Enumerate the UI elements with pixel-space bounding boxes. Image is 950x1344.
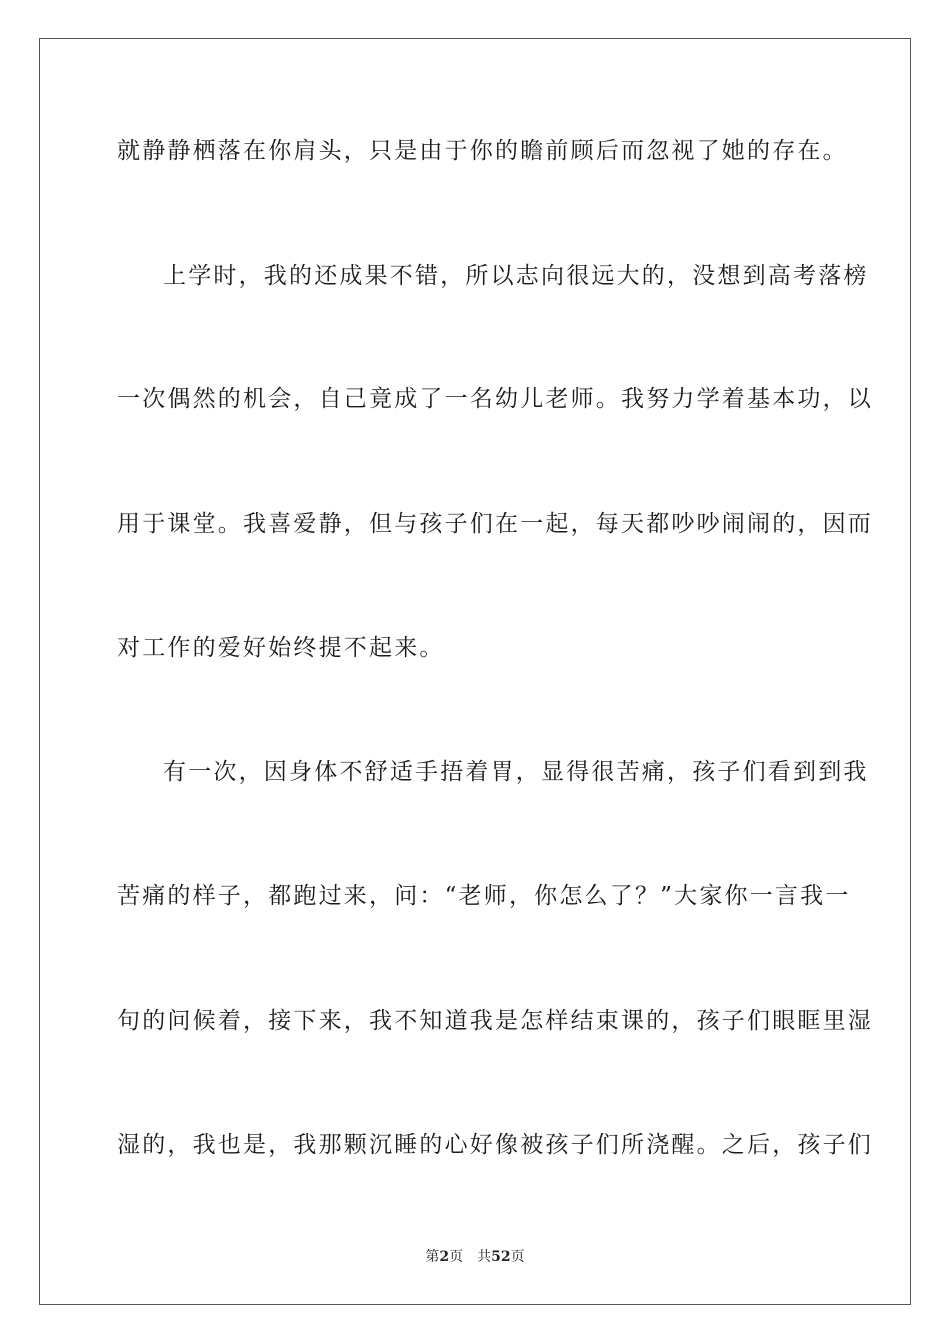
body-text-line: 句的问候着，接下来，我不知道我是怎样结束课的，孩子们眼眶里湿	[117, 1008, 873, 1034]
total-pages: 52	[491, 1249, 511, 1265]
body-text-line: 苦痛的样子，都跑过来，问：“老师，你怎么了？”大家你一言我一	[117, 883, 851, 909]
body-text-line: 对工作的爱好始终提不起来。	[117, 635, 445, 661]
page-footer	[0, 1248, 950, 1266]
page-number-label	[425, 1249, 463, 1265]
total-pages-label	[477, 1249, 524, 1265]
page-border	[39, 38, 911, 1305]
body-text-line: 湿的，我也是，我那颗沉睡的心好像被孩子们所浇醒。之后，孩子们	[117, 1132, 873, 1158]
body-text-line: 一次偶然的机会，自己竟成了一名幼儿老师。我努力学着基本功，以	[117, 386, 873, 412]
body-text-line: 上学时，我的还成果不错，所以志向很远大的，没想到高考落榜	[163, 263, 869, 289]
page-suffix: 页	[449, 1249, 464, 1265]
body-text-line: 有一次，因身体不舒适手捂着胃，显得很苦痛，孩子们看到到我	[163, 759, 869, 785]
page-prefix: 第	[425, 1249, 440, 1265]
page-number: 2	[439, 1249, 450, 1265]
total-suffix: 页	[510, 1249, 525, 1265]
body-text-line: 就静静栖落在你肩头，只是由于你的瞻前顾后而忽视了她的存在。	[117, 138, 848, 164]
total-prefix: 共	[477, 1249, 492, 1265]
body-text-line: 用于课堂。我喜爱静，但与孩子们在一起，每天都吵吵闹闹的，因而	[117, 511, 873, 537]
